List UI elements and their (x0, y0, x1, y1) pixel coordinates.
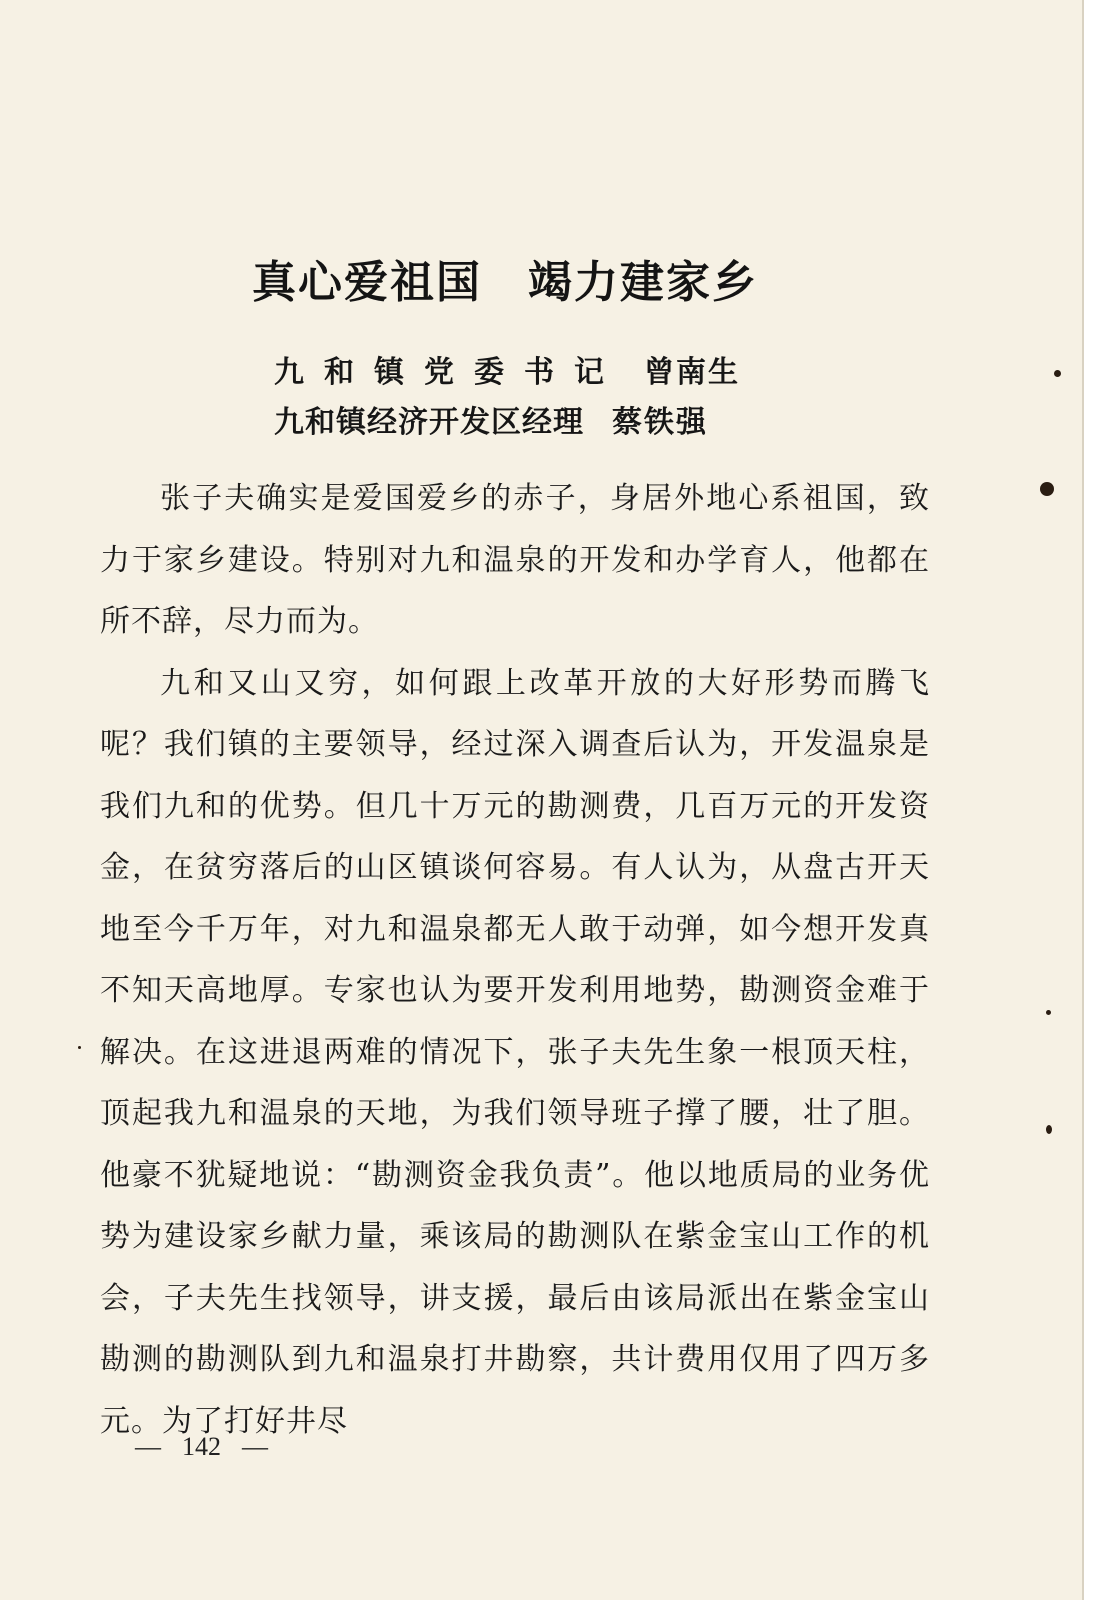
scan-speck (78, 1046, 81, 1049)
author-line-1 (274, 347, 740, 391)
author-2-role: 九和镇经济开发区经理 (274, 405, 584, 440)
paragraph-2: 九和又山又穷，如何跟上改革开放的大好形势而腾飞呢？我们镇的主要领导，经过深入调查后认为，开发温泉是我们九和的优势。但几十万元的勘测费，几百万元的开发资金，在贫穷落后的山区镇谈何容易。有人认为，从盘古开天地至今千万年，对九和温泉都无人敢于动弹，如今想开发真不知天高地厚。专家也认为要开发利用地势，勘测资金难于解决。在这进退两难的情况下，张子夫先生象一根顶天柱，顶起我九和温泉的天地，为我们领导班子撑了腰，壮了胆。他豪不犹疑地说：“勘测资金我负责”。他以地质局的业务优势为建设家乡献力量，乘该局的勘测队在紫金宝山工作的机会，子夫先生找领导，讲支援，最后由该局派出在紫金宝山勘测的勘测队到九和温泉打井勘察，共计费用仅用了四万多元。为了打好井尽 (100, 665, 930, 1439)
author-2-name: 蔡铁强 (612, 405, 708, 440)
scan-speck (1046, 1010, 1051, 1015)
author-1-name: 曾南生 (644, 355, 740, 390)
paragraph-1: 张子夫确实是爱国爱乡的赤子，身居外地心系祖国，致力于家乡建设。特别对九和温泉的开发和办学育人，他都在所不辞，尽力而为。 (100, 481, 930, 639)
footer-dash-right: — (242, 1432, 268, 1461)
article-body (100, 468, 930, 1452)
page-number: 142 (182, 1432, 221, 1461)
article-title: 真心爱祖国 竭力建家乡 (252, 257, 758, 308)
scan-speck (1040, 482, 1054, 496)
scan-speck (1046, 1125, 1052, 1134)
author-1-role: 九和镇党委书记 (274, 355, 624, 390)
page-footer (128, 1432, 275, 1462)
scan-speck (1054, 370, 1061, 377)
author-line-2 (274, 397, 708, 441)
footer-dash-left: — (135, 1432, 161, 1461)
